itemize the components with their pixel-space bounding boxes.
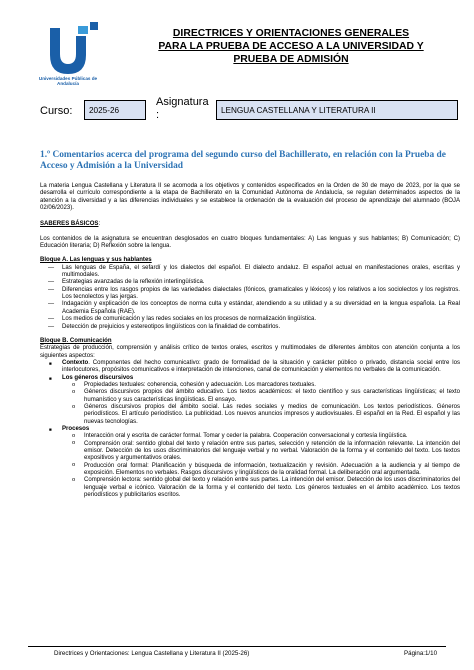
footer-title: Directrices y Orientaciones: Lengua Castellana y Literatura II (2025-26) <box>54 650 250 657</box>
list-item: — Diferencias entre los rasgos propios de las variedades dialectales (fónicos, gramaticales y léxicos) y los relativos a los sociolectos y los registros. Los tecnolectos y las jergas. <box>40 287 460 302</box>
footer-divider <box>28 646 446 647</box>
bloque-a-heading: Bloque A. Las lenguas y sus hablantes <box>40 257 152 264</box>
procesos-heading-list <box>40 426 460 433</box>
list-item: o Géneros discursivos propios del ámbito educativo. Los textos académicos: el texto científico y sus características lingüísticas; el texto humanístico y sus características lingüísticas. El ensayo. <box>40 389 460 404</box>
logo-caption: Universidades Públicas de Andalucía <box>38 76 98 87</box>
curso-value-box: 2025-26 <box>84 100 146 120</box>
asignatura-label-colon: : <box>156 109 160 121</box>
asignatura-label <box>156 96 209 122</box>
bloque-a-list <box>40 265 460 331</box>
course-info-row <box>40 96 460 128</box>
list-item: o Producción oral formal: Planificación y búsqueda de información, textualización y revisión. Adecuación a la audiencia y al tiempo de exposición. Elementos no verbales. Rasgos discursivos y lingüísticos de la oralidad formal. La deliberación oral argumentada. <box>40 463 460 478</box>
title-line-3: PRUEBA DE ADMISIÓN <box>233 54 349 66</box>
list-item: o Comprensión oral: sentido global del texto y relación entre sus partes, selección y retención de la información relevante. La intención del emisor. Detección de los usos discriminatorios del lenguaje verbal y no verbal. Valoración de la forma y el contenido del texto. Los textos expositivos y argumentativos orales. <box>40 441 460 463</box>
generos-item: ■ Los géneros discursivos <box>40 375 460 382</box>
list-item: o Propiedades textuales: coherencia, cohesión y adecuación. Los marcadores textuales. <box>40 382 460 389</box>
title-line-2: PARA LA PRUEBA DE ACCESO A LA UNIVERSIDAD Y <box>158 41 424 53</box>
generos-list <box>40 382 460 426</box>
procesos-list <box>40 433 460 499</box>
saberes-intro: Los contenidos de la asignatura se encuentran desglosados en cuatro bloques fundamentales: A) Las lenguas y sus hablantes; B) Comunicación; C) Educación literaria; D) Reflexión sobre la lengua. <box>40 235 460 250</box>
section-1-heading: 1.º Comentarios acerca del programa del segundo curso del Bachillerato, en relación con la Prueba de Acceso y Admisión a la Universidad <box>40 150 446 172</box>
list-item: — Los medios de comunicación y las redes sociales en los procesos de normalización lingüística. <box>40 316 460 323</box>
procesos-item: ■ Procesos <box>40 426 460 433</box>
list-item: — Las lenguas de España, el sefardí y los dialectos del español. El dialecto andaluz. El español actual en manifestaciones orales, escritas y multimodales. <box>40 265 460 280</box>
list-item: — Indagación y explicación de los conceptos de norma culta y estándar, atendiendo a su utilidad y a su diversidad en la lengua española. La Real Academia Española (RAE). <box>40 301 460 316</box>
curso-label: Curso: <box>40 105 73 117</box>
title-line-1: DIRECTRICES Y ORIENTACIONES GENERALES <box>172 28 410 39</box>
saberes-heading: SABERES BÁSICOS: <box>40 221 101 228</box>
intro-paragraph: La materia Lengua Castellana y Literatura II se acomoda a los objetivos y contenidos especificados en la Orden de 30 de mayo de 2023, por la que se desarrolla el currículo correspondiente a la etapa de Bachillerato en la Comunidad Autónoma de Andalucía, se regulan determinados aspectos de la atención a la diversidad y a las diferencias individuales y se establece la ordenación de la evaluación del proceso de aprendizaje del alumnado (BOJA 02/06/2023). <box>40 183 460 212</box>
bloque-b-heading: Bloque B. Comunicación <box>40 337 112 344</box>
list-item: o Interacción oral y escrita de carácter formal. Tomar y ceder la palabra. Cooperación conversacional y cortesía lingüística. <box>40 433 460 440</box>
bloque-b-intro: Estrategias de producción, comprensión y análisis crítico de textos orales, escritos y multimodales de diferentes ámbitos con atención conjunta a los siguientes aspectos: <box>40 345 460 359</box>
section-1-content <box>40 183 460 499</box>
asignatura-value-box: LENGUA CASTELLANA Y LITERATURA II <box>216 100 458 120</box>
document-title <box>118 27 464 67</box>
page-number: Página:1/10 <box>404 650 438 657</box>
list-item: o Comprensión lectora: sentido global del texto y relación entre sus partes. La intención del emisor. Detección de los usos discriminatorios del lenguaje verbal e icónico. Valoración de la forma y el contenido del texto. Los géneros textuales en el ámbito académico. Los textos periodísticos y publicitarios escritos. <box>40 477 460 499</box>
asignatura-label-text: Asignatura <box>156 96 209 108</box>
university-logo <box>28 22 108 100</box>
list-item: — Detección de prejuicios y estereotipos lingüísticos con la finalidad de combatirlos. <box>40 324 460 331</box>
list-item: o Géneros discursivos propios del ámbito social. Las redes sociales y medios de comunicación. Los textos periodísticos. Géneros periodísticos. El artículo periodístico. La publicidad. Los nuevos anuncios impresos y audiovisuales. El español en la Red. El español y las nuevas tecnologías. <box>40 404 460 426</box>
list-item: — Estrategias avanzadas de la reflexión interlingüística. <box>40 279 460 286</box>
contexto-item: ■ Contexto. Componentes del hecho comunicativo: grado de formalidad de la situación y carácter público o privado, distancia social entre los interlocutores, propósitos comunicativos e interpretación de intenciones, canal de comunicación y elementos no verbales de la comunicación. <box>40 360 460 375</box>
u-logo-icon <box>28 22 108 78</box>
bloque-b-list <box>40 360 460 382</box>
